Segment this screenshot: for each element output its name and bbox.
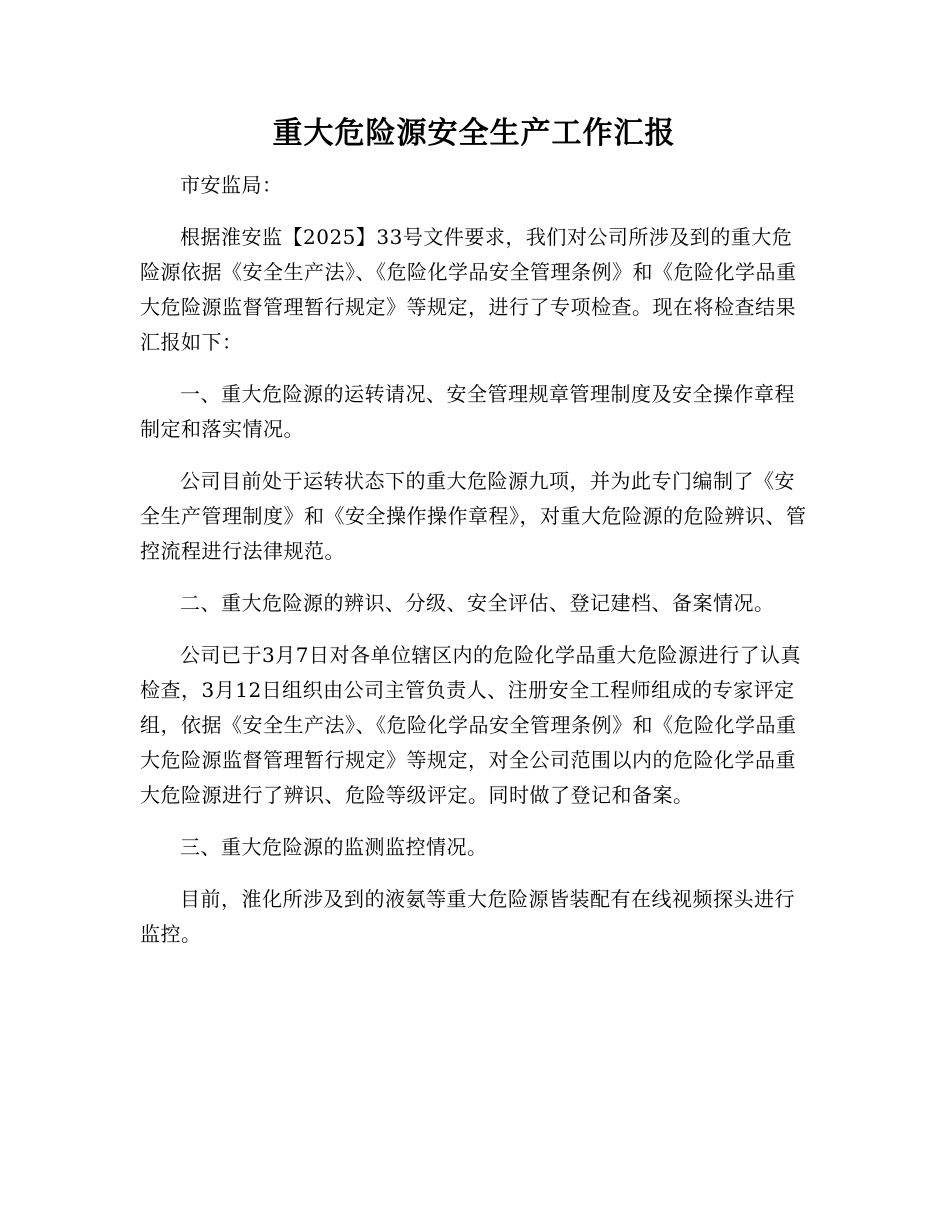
section-body-2: 公司已于3月7日对各单位辖区内的危险化学品重大危险源进行了认真检查，3月12日组织由公司主管负责人、注册安全工程师组成的专家评定组，依据《安全生产法》、《危险化学品安全管理条例》和《危险化学品重大危险源监督管理暂行规定》等规定，对全公司范围以内的危险化学品重大危险源进行了辨识、危险等级评定。同时做了登记和备案。 [140,643,801,807]
section-heading-1: 一、重大危险源的运转请况、安全管理规章管理制度及安全操作章程制定和落实情况。 [140,382,795,441]
section-heading-3: 三、重大危险源的监测监控情况。 [180,835,488,859]
intro-paragraph: 根据淮安监【2025】33号文件要求，我们对公司所涉及到的重大危险源依据《安全生产法》、《危险化学品安全管理条例》和《危险化学品重大危险源监督管理暂行规定》等规定，进行了专项检查。现在将检查结果汇报如下： [140,225,797,354]
section-heading-2: 二、重大危险源的辨识、分级、安全评估、登记建档、备案情况。 [180,591,775,615]
document-title: 重大危险源安全生产工作汇报 [272,116,676,151]
salutation: 市安监局： [180,173,283,197]
document-body [140,108,808,969]
section-body-3: 目前，淮化所涉及到的液氨等重大危险源皆装配有在线视频探头进行监控。 [140,887,795,946]
section-body-1: 公司目前处于运转状态下的重大危险源九项，并为此专门编制了《安全生产管理制度》和《安全操作操作章程》，对重大危险源的危险辨识、管控流程进行法律规范。 [140,469,807,563]
